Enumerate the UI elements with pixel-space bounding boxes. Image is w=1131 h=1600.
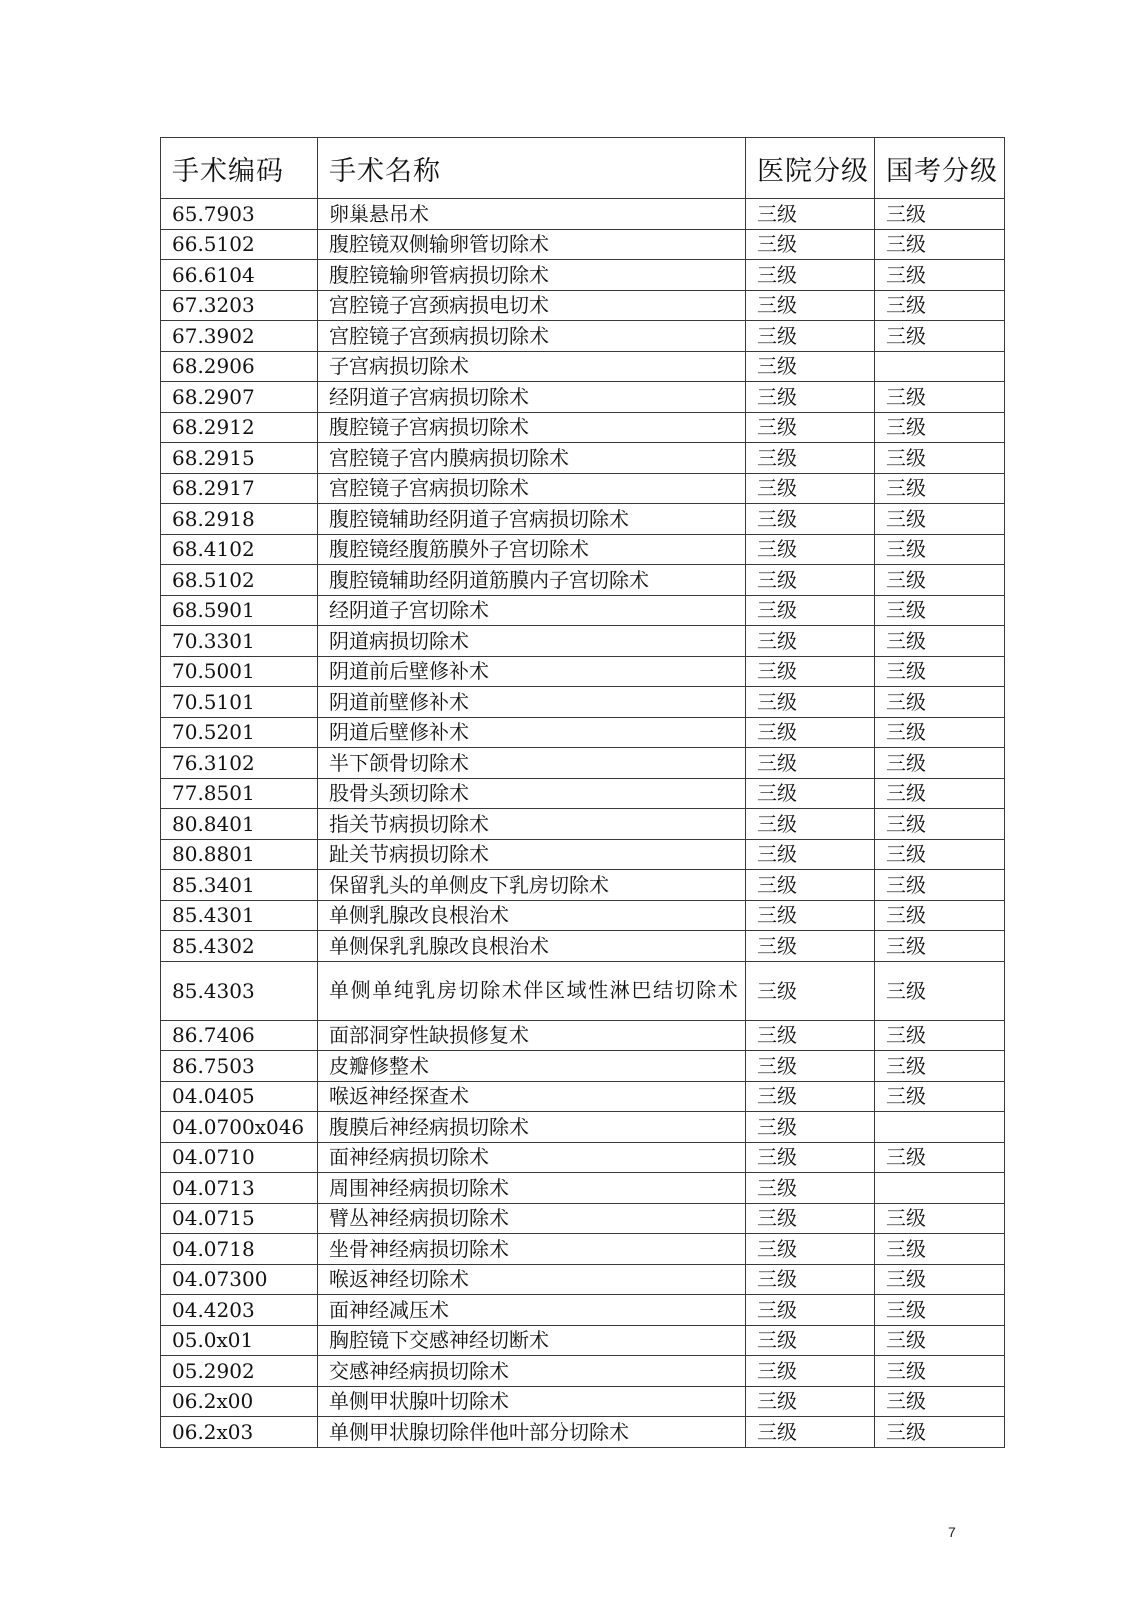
- cell-hospital-grade: 三级: [746, 717, 875, 748]
- cell-national-grade: 三级: [875, 1142, 1005, 1173]
- table-row: [161, 1203, 1005, 1234]
- cell-surgery-code: 68.2917: [161, 473, 318, 504]
- cell-surgery-name: 指关节病损切除术: [318, 809, 746, 840]
- cell-surgery-code: 85.3401: [161, 870, 318, 901]
- cell-hospital-grade: 三级: [746, 504, 875, 535]
- cell-hospital-grade: 三级: [746, 656, 875, 687]
- cell-surgery-code: 04.0715: [161, 1203, 318, 1234]
- cell-hospital-grade: 三级: [746, 199, 875, 230]
- cell-surgery-code: 67.3203: [161, 290, 318, 321]
- cell-national-grade: 三级: [875, 778, 1005, 809]
- table-row: [161, 504, 1005, 535]
- cell-surgery-name: 阴道前壁修补术: [318, 687, 746, 718]
- cell-hospital-grade: 三级: [746, 443, 875, 474]
- cell-surgery-name: 阴道病损切除术: [318, 626, 746, 657]
- cell-surgery-code: 66.6104: [161, 260, 318, 291]
- cell-hospital-grade: 三级: [746, 809, 875, 840]
- cell-surgery-name: 半下颌骨切除术: [318, 748, 746, 779]
- table-row: [161, 1081, 1005, 1112]
- cell-surgery-name: 胸腔镜下交感神经切断术: [318, 1325, 746, 1356]
- cell-national-grade: 三级: [875, 473, 1005, 504]
- table-row: [161, 1417, 1005, 1448]
- cell-surgery-name: 皮瓣修整术: [318, 1051, 746, 1082]
- cell-hospital-grade: 三级: [746, 1356, 875, 1387]
- cell-hospital-grade: 三级: [746, 534, 875, 565]
- table-row: [161, 961, 1005, 1020]
- cell-hospital-grade: 三级: [746, 900, 875, 931]
- table-row: [161, 626, 1005, 657]
- cell-hospital-grade: 三级: [746, 351, 875, 382]
- table-row: [161, 931, 1005, 962]
- table-row: [161, 412, 1005, 443]
- table-row: [161, 321, 1005, 352]
- cell-surgery-name: 单侧保乳乳腺改良根治术: [318, 931, 746, 962]
- table-row: [161, 595, 1005, 626]
- header-surgery-code: 手术编码: [161, 138, 318, 199]
- table-row: [161, 1142, 1005, 1173]
- cell-surgery-name: 坐骨神经病损切除术: [318, 1234, 746, 1265]
- cell-hospital-grade: 三级: [746, 1264, 875, 1295]
- cell-surgery-name: 单侧乳腺改良根治术: [318, 900, 746, 931]
- table-row: [161, 534, 1005, 565]
- table-row: [161, 351, 1005, 382]
- table-row: [161, 1020, 1005, 1051]
- cell-national-grade: 三级: [875, 656, 1005, 687]
- cell-national-grade: 三级: [875, 382, 1005, 413]
- cell-surgery-code: 04.0718: [161, 1234, 318, 1265]
- cell-national-grade: 三级: [875, 1051, 1005, 1082]
- cell-surgery-code: 80.8401: [161, 809, 318, 840]
- cell-national-grade: 三级: [875, 321, 1005, 352]
- cell-hospital-grade: 三级: [746, 260, 875, 291]
- cell-national-grade: 三级: [875, 1081, 1005, 1112]
- cell-surgery-name: 子宫病损切除术: [318, 351, 746, 382]
- cell-surgery-name: 腹腔镜输卵管病损切除术: [318, 260, 746, 291]
- cell-surgery-code: 04.07300: [161, 1264, 318, 1295]
- cell-surgery-name: 臂丛神经病损切除术: [318, 1203, 746, 1234]
- cell-surgery-code: 70.5001: [161, 656, 318, 687]
- header-national-grade: 国考分级: [875, 138, 1005, 199]
- cell-surgery-name: 趾关节病损切除术: [318, 839, 746, 870]
- cell-national-grade: 三级: [875, 961, 1005, 1020]
- table-header-row: [161, 138, 1005, 199]
- table-row: [161, 1173, 1005, 1204]
- cell-hospital-grade: 三级: [746, 1203, 875, 1234]
- table-row: [161, 809, 1005, 840]
- table-row: [161, 748, 1005, 779]
- cell-surgery-code: 86.7503: [161, 1051, 318, 1082]
- cell-national-grade: 三级: [875, 717, 1005, 748]
- cell-surgery-code: 68.2918: [161, 504, 318, 535]
- cell-national-grade: [875, 1173, 1005, 1204]
- cell-surgery-code: 68.4102: [161, 534, 318, 565]
- table-row: [161, 1264, 1005, 1295]
- cell-surgery-name: 单侧甲状腺切除伴他叶部分切除术: [318, 1417, 746, 1448]
- cell-surgery-code: 66.5102: [161, 229, 318, 260]
- cell-national-grade: 三级: [875, 1020, 1005, 1051]
- cell-surgery-name: 交感神经病损切除术: [318, 1356, 746, 1387]
- cell-surgery-name: 阴道后壁修补术: [318, 717, 746, 748]
- cell-national-grade: 三级: [875, 809, 1005, 840]
- cell-national-grade: 三级: [875, 412, 1005, 443]
- cell-surgery-code: 65.7903: [161, 199, 318, 230]
- cell-national-grade: 三级: [875, 229, 1005, 260]
- cell-surgery-code: 76.3102: [161, 748, 318, 779]
- cell-hospital-grade: 三级: [746, 229, 875, 260]
- cell-hospital-grade: 三级: [746, 1234, 875, 1265]
- cell-surgery-code: 70.3301: [161, 626, 318, 657]
- cell-surgery-name: 喉返神经切除术: [318, 1264, 746, 1295]
- cell-surgery-name: 腹腔镜辅助经阴道子宫病损切除术: [318, 504, 746, 535]
- cell-surgery-code: 80.8801: [161, 839, 318, 870]
- cell-surgery-code: 04.0713: [161, 1173, 318, 1204]
- cell-surgery-name: 面部洞穿性缺损修复术: [318, 1020, 746, 1051]
- cell-national-grade: 三级: [875, 900, 1005, 931]
- table-row: [161, 229, 1005, 260]
- table-row: [161, 290, 1005, 321]
- cell-surgery-name: 经阴道子宫病损切除术: [318, 382, 746, 413]
- cell-surgery-name: 经阴道子宫切除术: [318, 595, 746, 626]
- cell-surgery-code: 05.2902: [161, 1356, 318, 1387]
- cell-hospital-grade: 三级: [746, 1081, 875, 1112]
- cell-national-grade: 三级: [875, 626, 1005, 657]
- cell-national-grade: 三级: [875, 260, 1005, 291]
- table-row: [161, 565, 1005, 596]
- table-row: [161, 839, 1005, 870]
- cell-hospital-grade: 三级: [746, 1112, 875, 1143]
- table-row: [161, 656, 1005, 687]
- cell-national-grade: [875, 1112, 1005, 1143]
- cell-hospital-grade: 三级: [746, 1142, 875, 1173]
- cell-hospital-grade: 三级: [746, 778, 875, 809]
- cell-surgery-name: 单侧单纯乳房切除术伴区域性淋巴结切除术: [318, 961, 746, 1020]
- cell-surgery-name: 卵巢悬吊术: [318, 199, 746, 230]
- cell-surgery-name: 腹腔镜子宫病损切除术: [318, 412, 746, 443]
- cell-hospital-grade: 三级: [746, 1020, 875, 1051]
- cell-hospital-grade: 三级: [746, 1386, 875, 1417]
- cell-surgery-code: 06.2x03: [161, 1417, 318, 1448]
- cell-hospital-grade: 三级: [746, 748, 875, 779]
- cell-surgery-code: 68.2907: [161, 382, 318, 413]
- cell-surgery-code: 85.4303: [161, 961, 318, 1020]
- cell-national-grade: 三级: [875, 595, 1005, 626]
- cell-national-grade: 三级: [875, 748, 1005, 779]
- table-row: [161, 717, 1005, 748]
- cell-hospital-grade: 三级: [746, 473, 875, 504]
- table-row: [161, 382, 1005, 413]
- cell-surgery-code: 06.2x00: [161, 1386, 318, 1417]
- cell-hospital-grade: 三级: [746, 1325, 875, 1356]
- cell-surgery-code: 85.4302: [161, 931, 318, 962]
- cell-surgery-code: 86.7406: [161, 1020, 318, 1051]
- cell-surgery-code: 05.0x01: [161, 1325, 318, 1356]
- cell-national-grade: 三级: [875, 1325, 1005, 1356]
- table-body: [161, 199, 1005, 1448]
- surgery-grade-table: [160, 137, 1005, 1448]
- cell-hospital-grade: 三级: [746, 931, 875, 962]
- cell-national-grade: 三级: [875, 534, 1005, 565]
- cell-national-grade: 三级: [875, 687, 1005, 718]
- cell-surgery-code: 70.5101: [161, 687, 318, 718]
- table-row: [161, 199, 1005, 230]
- cell-hospital-grade: 三级: [746, 1051, 875, 1082]
- cell-surgery-name: 宫腔镜子宫病损切除术: [318, 473, 746, 504]
- cell-surgery-code: 85.4301: [161, 900, 318, 931]
- table-row: [161, 687, 1005, 718]
- cell-surgery-name: 腹腔镜辅助经阴道筋膜内子宫切除术: [318, 565, 746, 596]
- cell-surgery-name: 股骨头颈切除术: [318, 778, 746, 809]
- table-row: [161, 870, 1005, 901]
- table-row: [161, 443, 1005, 474]
- cell-surgery-code: 77.8501: [161, 778, 318, 809]
- cell-hospital-grade: 三级: [746, 961, 875, 1020]
- cell-surgery-code: 68.2915: [161, 443, 318, 474]
- cell-surgery-code: 70.5201: [161, 717, 318, 748]
- cell-national-grade: 三级: [875, 870, 1005, 901]
- cell-surgery-name: 腹腔镜经腹筋膜外子宫切除术: [318, 534, 746, 565]
- cell-surgery-name: 宫腔镜子宫内膜病损切除术: [318, 443, 746, 474]
- table-row: [161, 1051, 1005, 1082]
- cell-surgery-code: 67.3902: [161, 321, 318, 352]
- table-row: [161, 900, 1005, 931]
- table-row: [161, 1295, 1005, 1326]
- cell-hospital-grade: 三级: [746, 626, 875, 657]
- cell-surgery-code: 04.0710: [161, 1142, 318, 1173]
- cell-national-grade: 三级: [875, 443, 1005, 474]
- cell-national-grade: 三级: [875, 565, 1005, 596]
- cell-national-grade: 三级: [875, 1417, 1005, 1448]
- table-row: [161, 260, 1005, 291]
- cell-national-grade: 三级: [875, 931, 1005, 962]
- cell-hospital-grade: 三级: [746, 382, 875, 413]
- cell-national-grade: 三级: [875, 199, 1005, 230]
- table-row: [161, 473, 1005, 504]
- cell-surgery-code: 04.4203: [161, 1295, 318, 1326]
- cell-hospital-grade: 三级: [746, 565, 875, 596]
- table-row: [161, 1356, 1005, 1387]
- cell-hospital-grade: 三级: [746, 839, 875, 870]
- cell-surgery-name: 单侧甲状腺叶切除术: [318, 1386, 746, 1417]
- cell-national-grade: [875, 351, 1005, 382]
- cell-hospital-grade: 三级: [746, 687, 875, 718]
- cell-national-grade: 三级: [875, 504, 1005, 535]
- cell-surgery-code: 04.0700x046: [161, 1112, 318, 1143]
- cell-surgery-code: 68.5901: [161, 595, 318, 626]
- cell-national-grade: 三级: [875, 1264, 1005, 1295]
- cell-surgery-name: 周围神经病损切除术: [318, 1173, 746, 1204]
- cell-surgery-code: 68.2912: [161, 412, 318, 443]
- cell-national-grade: 三级: [875, 1356, 1005, 1387]
- cell-hospital-grade: 三级: [746, 1417, 875, 1448]
- cell-hospital-grade: 三级: [746, 321, 875, 352]
- cell-national-grade: 三级: [875, 1295, 1005, 1326]
- table-row: [161, 1386, 1005, 1417]
- cell-national-grade: 三级: [875, 1386, 1005, 1417]
- cell-surgery-name: 宫腔镜子宫颈病损切除术: [318, 321, 746, 352]
- page-number: 7: [948, 1524, 956, 1540]
- header-hospital-grade: 医院分级: [746, 138, 875, 199]
- cell-surgery-name: 宫腔镜子宫颈病损电切术: [318, 290, 746, 321]
- header-surgery-name: 手术名称: [318, 138, 746, 199]
- cell-surgery-code: 68.2906: [161, 351, 318, 382]
- cell-national-grade: 三级: [875, 839, 1005, 870]
- cell-hospital-grade: 三级: [746, 412, 875, 443]
- cell-surgery-code: 68.5102: [161, 565, 318, 596]
- cell-hospital-grade: 三级: [746, 1173, 875, 1204]
- cell-surgery-name: 阴道前后壁修补术: [318, 656, 746, 687]
- cell-surgery-name: 腹腔镜双侧输卵管切除术: [318, 229, 746, 260]
- cell-surgery-name: 腹膜后神经病损切除术: [318, 1112, 746, 1143]
- table-row: [161, 778, 1005, 809]
- cell-surgery-name: 面神经减压术: [318, 1295, 746, 1326]
- cell-national-grade: 三级: [875, 290, 1005, 321]
- table-row: [161, 1112, 1005, 1143]
- table-row: [161, 1325, 1005, 1356]
- cell-national-grade: 三级: [875, 1234, 1005, 1265]
- cell-national-grade: 三级: [875, 1203, 1005, 1234]
- cell-hospital-grade: 三级: [746, 870, 875, 901]
- cell-surgery-name: 面神经病损切除术: [318, 1142, 746, 1173]
- cell-surgery-name: 喉返神经探查术: [318, 1081, 746, 1112]
- cell-hospital-grade: 三级: [746, 1295, 875, 1326]
- cell-hospital-grade: 三级: [746, 290, 875, 321]
- cell-surgery-name: 保留乳头的单侧皮下乳房切除术: [318, 870, 746, 901]
- table-row: [161, 1234, 1005, 1265]
- cell-surgery-code: 04.0405: [161, 1081, 318, 1112]
- cell-hospital-grade: 三级: [746, 595, 875, 626]
